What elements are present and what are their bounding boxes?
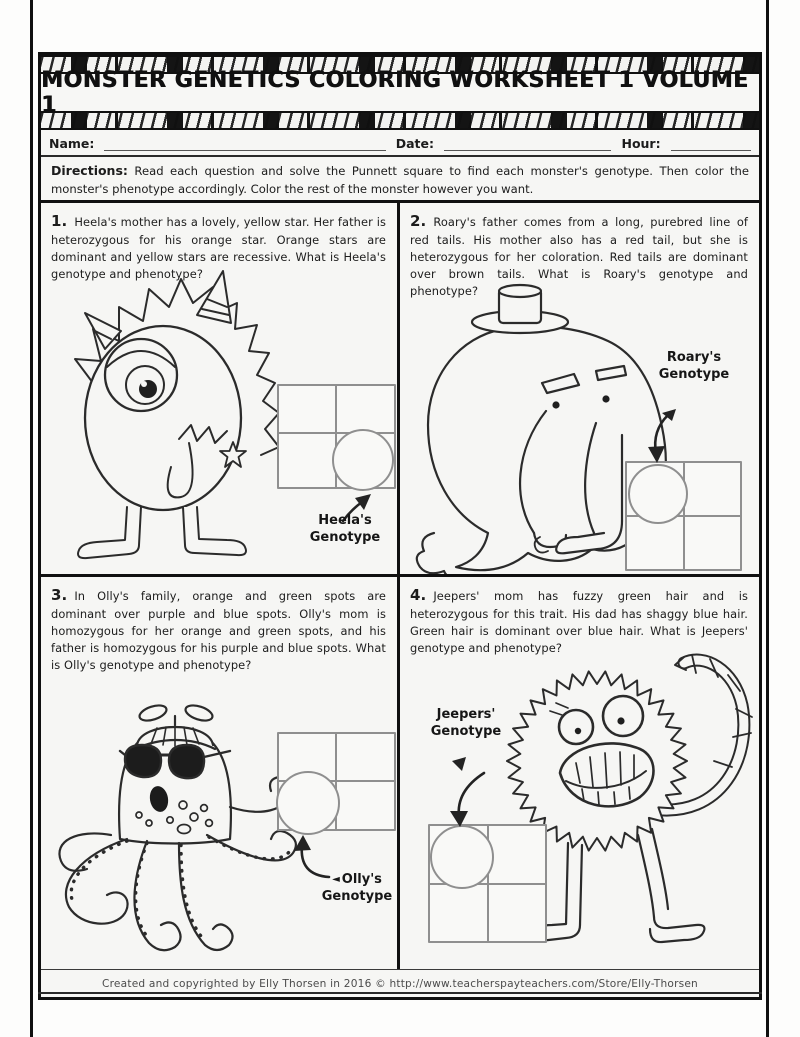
question-3-number: 3. <box>51 586 68 604</box>
question-3-cell <box>41 577 400 969</box>
question-2-cell <box>400 203 759 577</box>
directions-label: Directions: <box>51 163 128 178</box>
directions <box>41 157 759 203</box>
page-left-border <box>30 0 33 1037</box>
question-3-text: 3. In Olly's family, orange and green spots are dominant over purple and blue spots. Olly's mom is homozygous for her orange and green spots, and his father is homozygous for his purple and blue spots. What is Olly's genotype and phenotype? <box>51 586 386 672</box>
question-4-number: 4. <box>410 586 427 604</box>
copyright-footer: Created and copyrighted by Elly Thorsen in 2016 © http://www.teacherspayteachers.com/Store/Elly-Thorsen <box>41 969 759 997</box>
olly-propeller-cap-icon <box>135 702 215 749</box>
punnett-square-2 <box>626 462 741 570</box>
roary-left-eye <box>552 401 559 408</box>
genotype-label-1: Heela's Genotype <box>309 513 381 545</box>
title-banner <box>41 67 759 118</box>
roary-right-eye <box>602 395 609 402</box>
directions-text: Read each question and solve the Punnett square to find each monster's genotype. Then color the monster's phenotype accordingly. Color the rest of the monster however you want. <box>51 164 750 196</box>
punnett-square-1 <box>278 385 395 490</box>
jeepers-right-eye <box>603 696 643 736</box>
question-1-number: 1. <box>51 212 68 230</box>
heela-right-leg <box>183 507 246 555</box>
page-right-border <box>766 0 769 1037</box>
genotype-arrow-4 <box>450 757 484 827</box>
date-label: Date: <box>395 136 435 151</box>
question-grid <box>41 203 759 969</box>
question-4-text: 4. Jeepers' mom has fuzzy green hair and is heterozygous for this trait. His dad has shaggy blue hair. Green hair is dominant over blue hair. What is Jeepers' genotype and phenotype? <box>410 586 748 655</box>
hour-label: Hour: <box>621 136 661 151</box>
name-blank <box>104 136 385 151</box>
arrow-bullet-icon: ◄ <box>332 874 340 885</box>
name-label: Name: <box>49 136 95 151</box>
page-title: MONSTER GENETICS COLORING WORKSHEET 1 VOLUME 1 <box>41 67 749 118</box>
genotype-arrow-3 <box>294 835 329 877</box>
jeepers-left-eye <box>559 710 593 744</box>
punnett-square-3 <box>277 733 395 834</box>
genotype-label-2: Roary's Genotype <box>658 350 730 382</box>
hour-blank <box>671 136 751 151</box>
student-info-row <box>41 130 759 157</box>
jeepers-legs <box>532 829 705 942</box>
punnett-square-4 <box>429 825 546 942</box>
date-blank <box>444 136 611 151</box>
heela-eye <box>105 339 177 411</box>
worksheet-frame <box>38 52 762 1000</box>
roary-tail <box>417 533 462 577</box>
genotype-label-4: Jeepers' Genotype <box>430 707 502 739</box>
footer-underline <box>38 992 762 994</box>
question-1-cell <box>41 203 400 577</box>
question-1-text: 1. Heela's mother has a lovely, yellow star. Her father is heterozygous for his orange star. Orange stars are dominant and yellow stars are recessive. What is Heela's genotype and phenotype? <box>51 212 386 281</box>
heela-left-leg <box>78 507 141 558</box>
genotype-label-3: ◄ Olly's Genotype <box>321 872 393 904</box>
question-2-number: 2. <box>410 212 427 230</box>
question-4-cell <box>400 577 759 969</box>
question-2-text: 2. Roary's father comes from a long, purebred line of red tails. His mother also has a red tail, but she is heterozygous for her coloration. Red tails are dominant over brown tails. What is Roary's genotype and phenotype? <box>410 212 748 298</box>
